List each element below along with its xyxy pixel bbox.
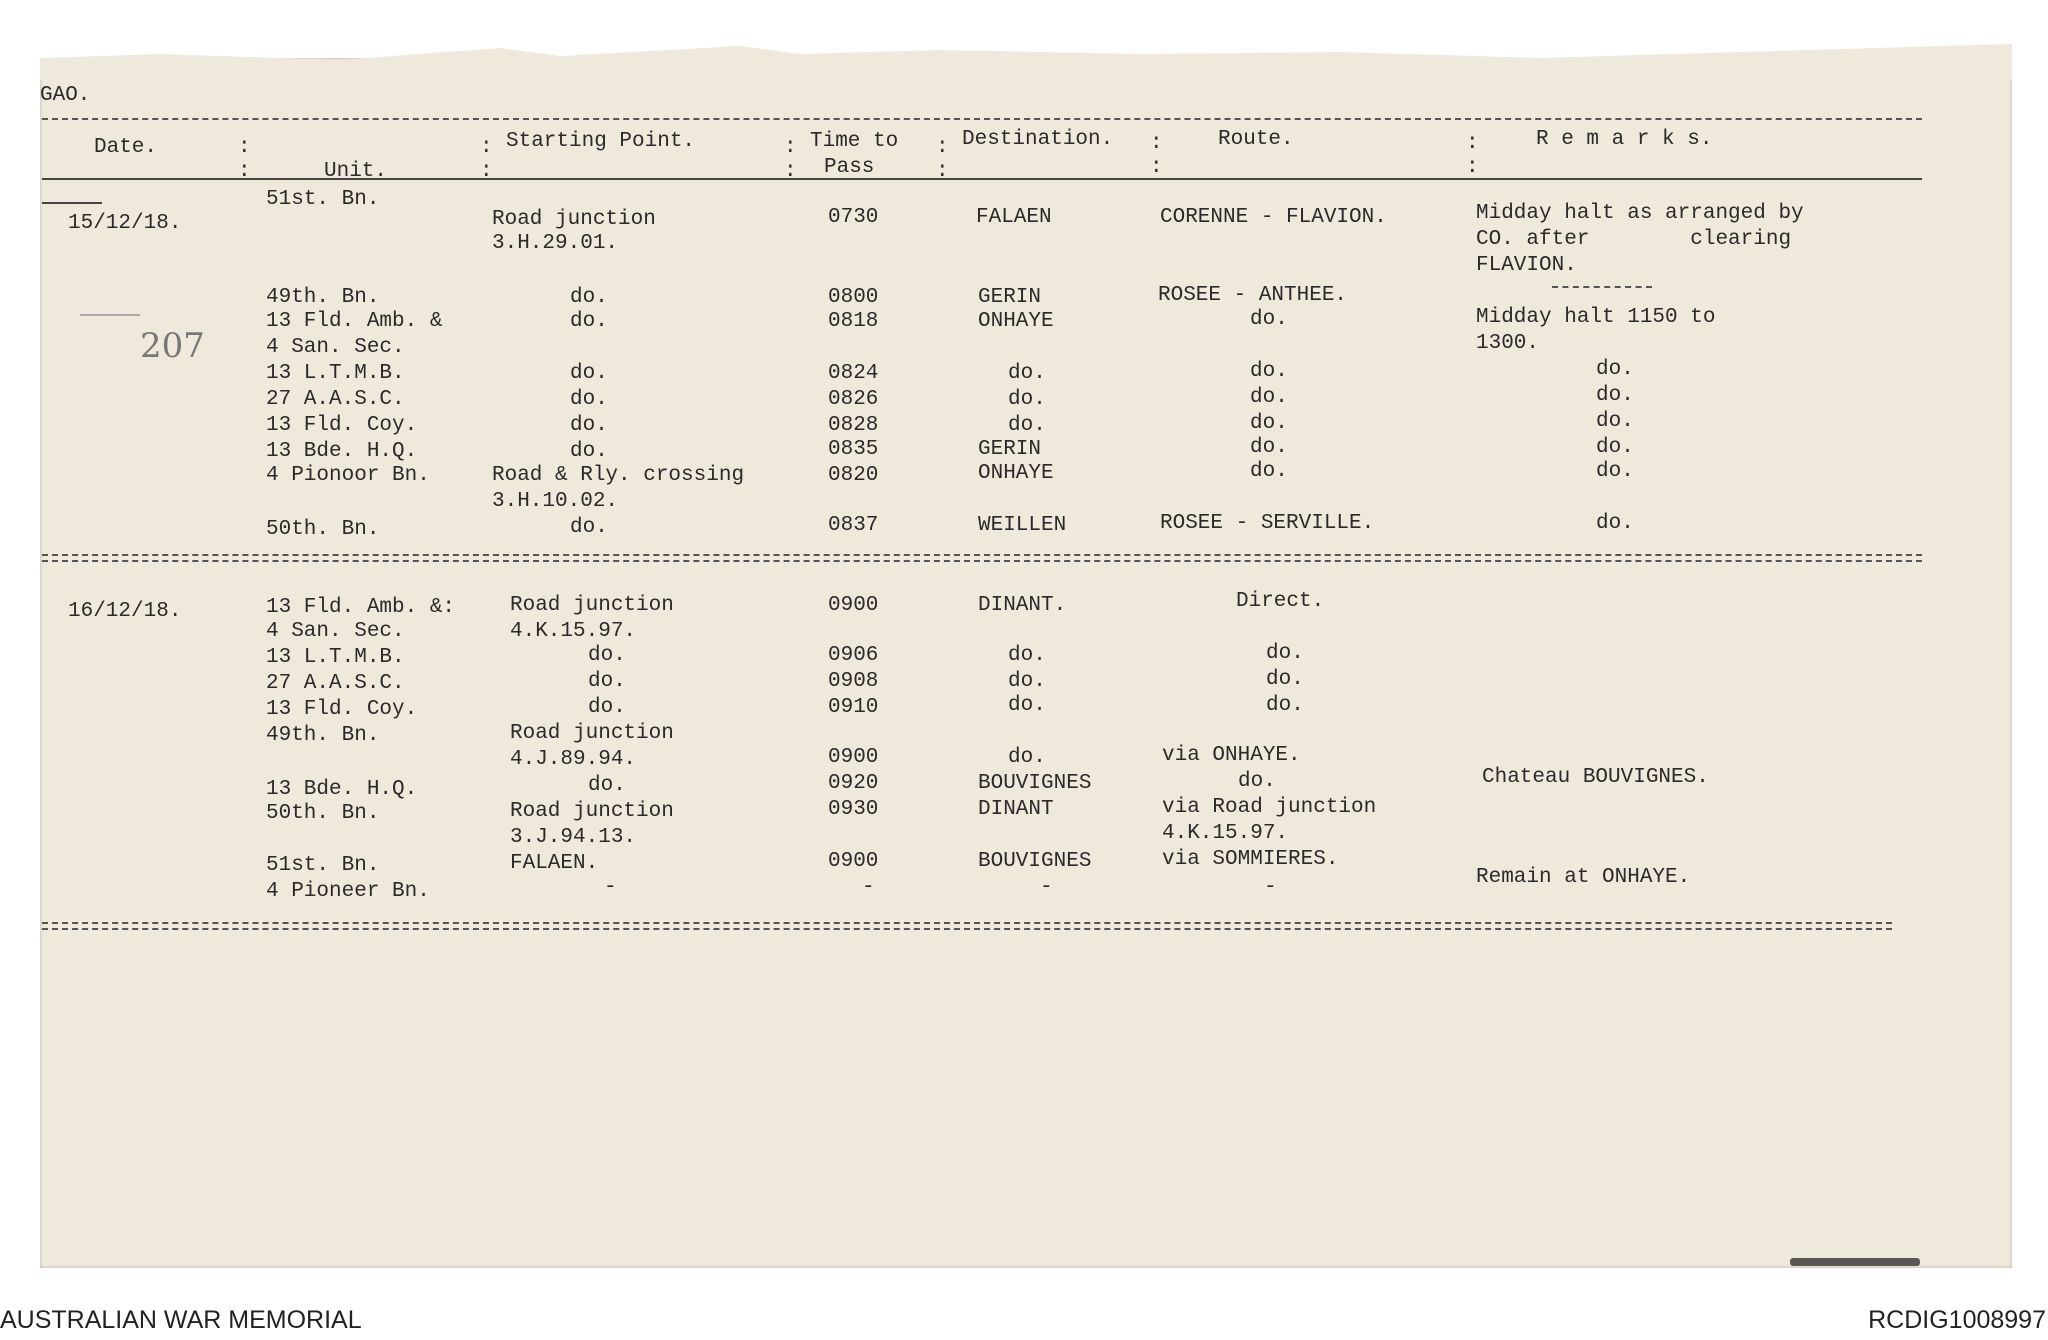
header-colon: : (936, 160, 949, 183)
row-route: 4.K.15.97. (1162, 822, 1289, 845)
section-date: 16/12/18. (68, 600, 182, 623)
row-start: Road junction (510, 722, 674, 745)
row-unit: 4 San. Sec. (266, 336, 405, 359)
row-remarks: do. (1596, 460, 1634, 483)
row-unit: 51st. Bn. (266, 188, 380, 211)
row-unit: 4 San. Sec. (266, 620, 405, 643)
row-destination: do. (1008, 670, 1046, 693)
footer-institution: AUSTRALIAN WAR MEMORIAL (0, 1306, 362, 1334)
row-start: - (604, 876, 617, 899)
row-time: 0900 (828, 850, 879, 873)
header-top-rule (42, 118, 1922, 120)
row-destination: DINANT (978, 798, 1054, 821)
row-start: do. (570, 286, 608, 309)
row-route: via ONHAYE. (1162, 744, 1301, 767)
row-unit: 4 Pionoor Bn. (266, 464, 430, 487)
row-unit: 49th. Bn. (266, 286, 380, 309)
row-time: 0837 (828, 514, 879, 537)
row-unit: 50th. Bn. (266, 802, 380, 825)
row-time: 0730 (828, 206, 879, 229)
row-time: 0820 (828, 464, 879, 487)
row-start-ref: 3.J.94.13. (510, 826, 637, 849)
row-remarks: do. (1596, 384, 1634, 407)
row-route: do. (1250, 386, 1288, 409)
row-start: FALAEN. (510, 852, 599, 875)
row-destination: GERIN (978, 438, 1042, 461)
header-destination: Destination. (962, 128, 1114, 151)
row-remarks: 1300. (1476, 332, 1540, 355)
row-destination: do. (1008, 644, 1046, 667)
row-start: do. (570, 440, 608, 463)
row-time: 0900 (828, 594, 879, 617)
row-unit: 51st. Bn. (266, 854, 380, 877)
header-time-to: Time to (810, 130, 899, 153)
row-unit: 27 A.A.S.C. (266, 672, 405, 695)
row-route: do. (1266, 642, 1304, 665)
header-route: Route. (1218, 128, 1294, 151)
row-start-ref: 4.K.15.97. (510, 620, 637, 643)
row-unit: 13 Fld. Amb. & (266, 310, 443, 333)
row-remarks: CO. after clearing (1476, 228, 1792, 251)
header-colon: : (1466, 156, 1479, 179)
header-colon: : (480, 136, 493, 159)
row-unit: 13 L.T.M.B. (266, 646, 405, 669)
row-start: do. (588, 670, 626, 693)
row-unit: 13 Bde. H.Q. (266, 440, 418, 463)
row-start: do. (588, 644, 626, 667)
section-date: 15/12/18. (68, 212, 182, 235)
row-route: - (1264, 876, 1277, 899)
row-remarks: FLAVION. (1476, 254, 1577, 277)
row-route: do. (1238, 770, 1276, 793)
row-time: 0818 (828, 310, 879, 333)
row-unit: 50th. Bn. (266, 518, 380, 541)
header-pass: Pass (824, 156, 875, 179)
row-destination: ONHAYE (978, 310, 1054, 333)
row-destination: GERIN (978, 286, 1042, 309)
row-route: ROSEE - SERVILLE. (1160, 512, 1375, 535)
row-remarks: do. (1596, 358, 1634, 381)
row-time: 0910 (828, 696, 879, 719)
row-route: via Road junction (1162, 796, 1377, 819)
row-start: Road junction (492, 208, 656, 231)
row-unit: 13 Fld. Coy. (266, 698, 418, 721)
header-colon: : (1150, 156, 1163, 179)
section-divider (42, 554, 1922, 562)
row-time: 0800 (828, 286, 879, 309)
row-route: do. (1266, 694, 1304, 717)
row-time: - (862, 876, 875, 899)
row-destination: ONHAYE (978, 462, 1054, 485)
header-colon: : (1150, 132, 1163, 155)
row-remarks: do. (1596, 436, 1634, 459)
header-date: Date. (94, 136, 158, 159)
row-time: 0930 (828, 798, 879, 821)
table-bottom-divider (42, 922, 1892, 930)
row-time: 0900 (828, 746, 879, 769)
row-remarks: Midday halt as arranged by (1476, 202, 1804, 225)
row-start: do. (570, 310, 608, 333)
row-destination: do. (1008, 414, 1046, 437)
row-time: 0908 (828, 670, 879, 693)
pencil-page-number: 207 (140, 326, 205, 366)
row-time: 0920 (828, 772, 879, 795)
row-route: do. (1250, 460, 1288, 483)
header-colon: : (1466, 132, 1479, 155)
row-route: via SOMMIERES. (1162, 848, 1339, 871)
row-start: do. (570, 516, 608, 539)
row-start: Road junction (510, 594, 674, 617)
row-remarks: Midday halt 1150 to (1476, 306, 1716, 329)
header-colon: : (784, 136, 797, 159)
header-colon: : (936, 136, 949, 159)
row-route: ROSEE - ANTHEE. (1158, 284, 1348, 307)
row-start: do. (570, 388, 608, 411)
row-unit: 13 L.T.M.B. (266, 362, 405, 385)
row-start: do. (570, 362, 608, 385)
row-destination: FALAEN (976, 206, 1052, 229)
row-time: 0824 (828, 362, 879, 385)
torn-edge (40, 40, 2012, 80)
bottom-edge-marks (1790, 1258, 1920, 1266)
row-route: do. (1266, 668, 1304, 691)
header-unit: Unit. (324, 160, 388, 183)
header-starting-point: Starting Point. (506, 130, 696, 153)
row-start: Road junction (510, 800, 674, 823)
footer-record-id: RCDIG1008997 (1868, 1306, 2046, 1334)
row-start: do. (570, 414, 608, 437)
row-time: 0826 (828, 388, 879, 411)
row-remarks: Chateau BOUVIGNES. (1482, 766, 1709, 789)
header-colon: : (480, 160, 493, 183)
row-destination: do. (1008, 362, 1046, 385)
row-remarks: Remain at ONHAYE. (1476, 866, 1691, 889)
header-colon: : (238, 160, 251, 183)
row-destination: do. (1008, 388, 1046, 411)
row-unit: 13 Fld. Coy. (266, 414, 418, 437)
header-colon: : (238, 136, 251, 159)
row-destination: do. (1008, 746, 1046, 769)
row-start-ref: 3.H.10.02. (492, 490, 619, 513)
row-destination: BOUVIGNES (978, 850, 1092, 873)
row-time: 0828 (828, 414, 879, 437)
row-destination: WEILLEN (978, 514, 1067, 537)
row-route: do. (1250, 308, 1288, 331)
row-destination: BOUVIGNES (978, 772, 1092, 795)
row-start-ref: 3.H.29.01. (492, 232, 619, 255)
row-time: 0906 (828, 644, 879, 667)
row-route: Direct. (1236, 590, 1325, 613)
row-route: do. (1250, 360, 1288, 383)
document-ref: GAO. (40, 84, 91, 107)
pencil-dash (80, 314, 140, 316)
row-time: 0835 (828, 438, 879, 461)
header-colon: : (784, 160, 797, 183)
row-route: CORENNE - FLAVION. (1160, 206, 1387, 229)
row-unit: 49th. Bn. (266, 724, 380, 747)
row-route: do. (1250, 436, 1288, 459)
row-remarks: do. (1596, 512, 1634, 535)
row-unit: 27 A.A.S.C. (266, 388, 405, 411)
row-unit: 4 Pioneer Bn. (266, 880, 430, 903)
row-start-ref: 4.J.89.94. (510, 748, 637, 771)
row-start: do. (588, 696, 626, 719)
remarks-underline (1552, 286, 1652, 288)
row-unit: 13 Bde. H.Q. (266, 778, 418, 801)
row-route: do. (1250, 412, 1288, 435)
row-destination: - (1040, 876, 1053, 899)
header-short-rule (42, 202, 102, 204)
row-destination: DINANT. (978, 594, 1067, 617)
row-start: do. (588, 774, 626, 797)
header-remarks: R e m a r k s. (1536, 128, 1713, 151)
row-remarks: do. (1596, 410, 1634, 433)
row-unit: 13 Fld. Amb. &: (266, 596, 456, 619)
row-start: Road & Rly. crossing (492, 464, 745, 487)
row-destination: do. (1008, 694, 1046, 717)
